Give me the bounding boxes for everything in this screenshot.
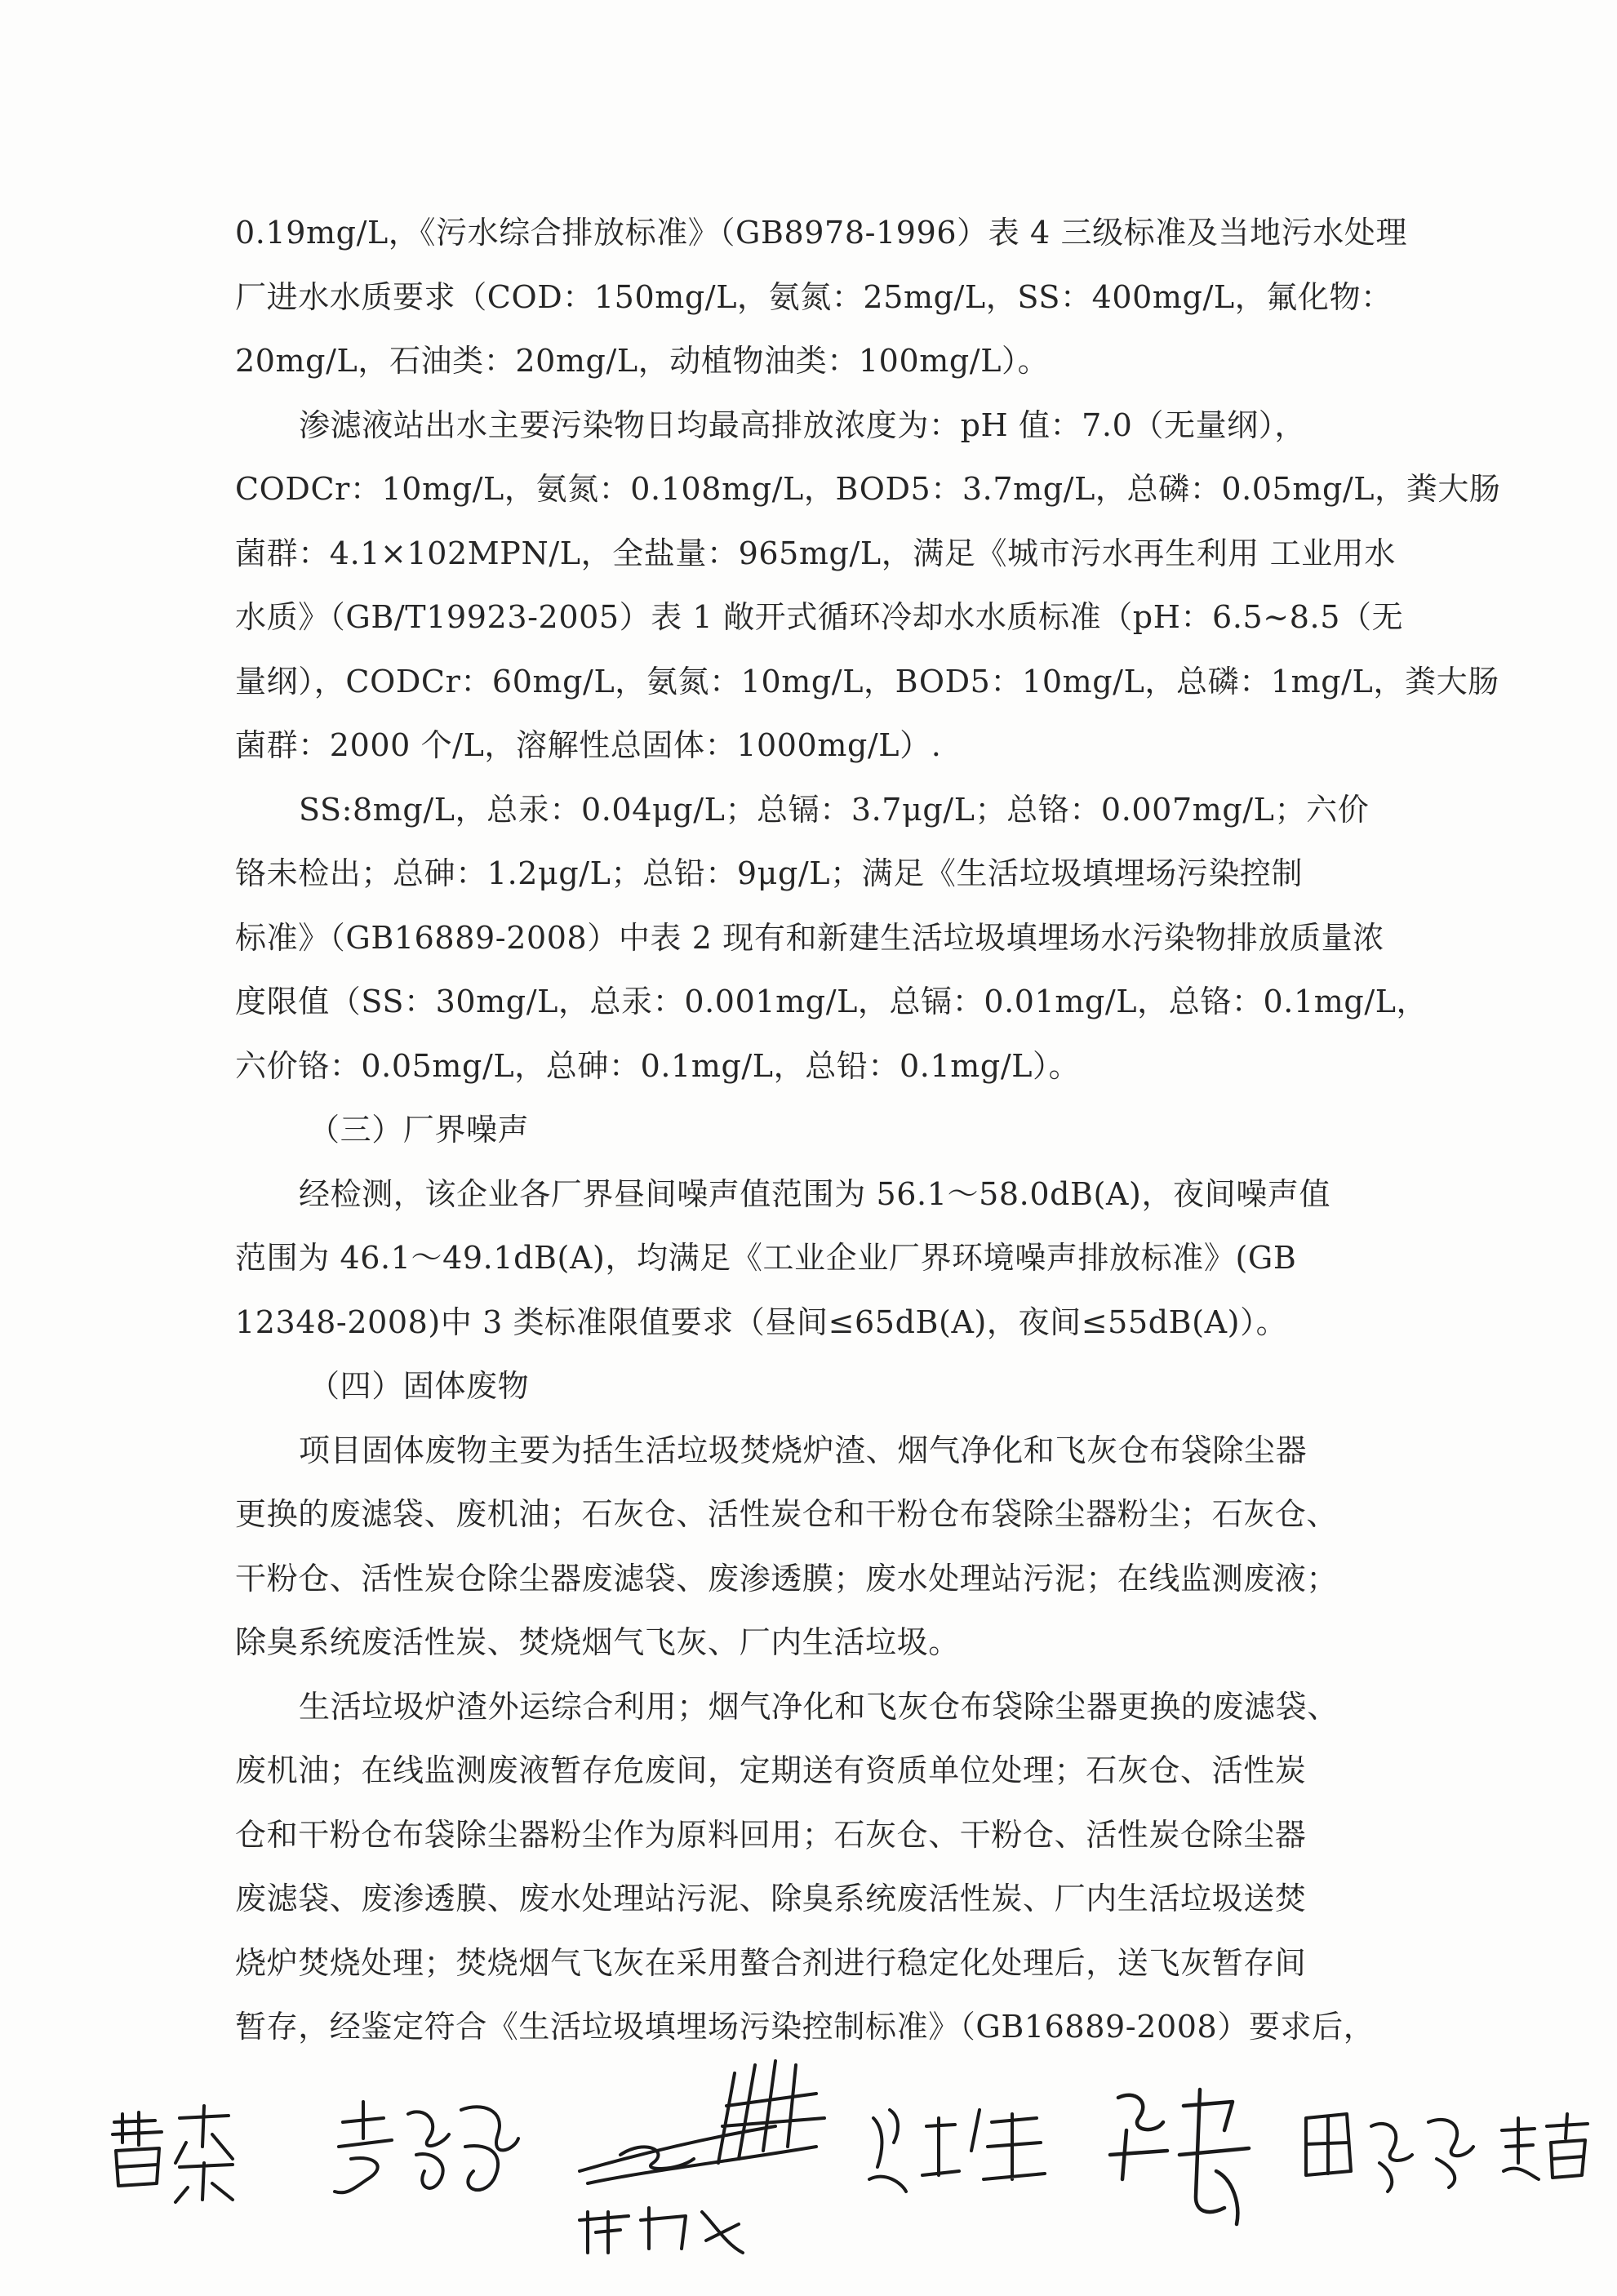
paragraph-start-line: 项目固体废物主要为括生活垃圾焚烧炉渣、烟气净化和飞灰仓布袋除尘器 xyxy=(299,1432,1308,1468)
section-heading-solid-waste: （四）固体废物 xyxy=(309,1368,530,1404)
handwritten-signature xyxy=(571,2049,849,2261)
paragraph-start-line: SS:8mg/L，总汞：0.04μg/L；总镉：3.7μg/L；总铬：0.007mg/L；六价 xyxy=(299,791,1370,828)
text-line: 干粉仓、活性炭仓除尘器废滤袋、废渗透膜；废水处理站污泥；在线监测废液； xyxy=(235,1560,1339,1597)
paragraph-start-line: 经检测，该企业各厂界昼间噪声值范围为 56.1～58.0dB(A)，夜间噪声值 xyxy=(299,1175,1331,1212)
paragraph-start-line: 渗滤液站出水主要污染物日均最高排放浓度为：pH 值：7.0（无量纲）， xyxy=(299,406,1306,443)
text-line: 烧炉焚烧处理；焚烧烟气飞灰在采用螯合剂进行稳定化处理后，送飞灰暂存间 xyxy=(235,1944,1307,1981)
text-line: 暂存，经鉴定符合《生活垃圾填埋场污染控制标准》（GB16889-2008）要求后， xyxy=(235,2009,1375,2045)
text-line: 0.19mg/L，《污水综合排放标准》（GB8978-1996）表 4 三级标准及当地污水处理 xyxy=(235,215,1408,251)
handwritten-signature xyxy=(857,2094,1053,2200)
text-line: 量纲），CODCr：60mg/L，氨氮：10mg/L，BOD5：10mg/L，总磷：1mg/L，粪大肠 xyxy=(235,663,1499,699)
text-line: 标准》（GB16889-2008）中表 2 现有和新建生活垃圾填埋场水污染物排放质量浓 xyxy=(235,919,1384,956)
text-line: 范围为 46.1～49.1dB(A)，均满足《工业企业厂界环境噪声排放标准》(GB xyxy=(235,1240,1297,1276)
text-line: 铬未检出；总砷：1.2μg/L；总铅：9μg/L；满足《生活垃圾填埋场污染控制 xyxy=(235,855,1304,891)
text-line: 12348-2008)中 3 类标准限值要求（昼间≤65dB(A)，夜间≤55dB(A)）。 xyxy=(235,1303,1288,1340)
paragraph-start-line: 生活垃圾炉渣外运综合利用；烟气净化和飞灰仓布袋除尘器更换的废滤袋、 xyxy=(299,1688,1339,1725)
signature-row xyxy=(82,2049,1600,2294)
text-line: 废机油；在线监测废液暂存危废间，定期送有资质单位处理；石灰仓、活性炭 xyxy=(235,1752,1307,1788)
handwritten-signature xyxy=(318,2089,531,2212)
text-line: 仓和干粉仓布袋除尘器粉尘作为原料回用；石灰仓、干粉仓、活性炭仓除尘器 xyxy=(235,1816,1307,1853)
section-heading-noise: （三）厂界噪声 xyxy=(309,1112,530,1148)
text-line: CODCr：10mg/L，氨氮：0.108mg/L，BOD5：3.7mg/L，总磷：0.05mg/L，粪大肠 xyxy=(235,471,1501,507)
text-line: 除臭系统废活性炭、焚烧烟气飞灰、厂内生活垃圾。 xyxy=(235,1624,960,1660)
handwritten-signature xyxy=(1094,2073,1273,2236)
handwritten-signature xyxy=(98,2098,245,2212)
text-line: 菌群：4.1×102MPN/L，全盐量：965mg/L，满足《城市污水再生利用 工业用水 xyxy=(235,535,1396,571)
text-line: 水质》（GB/T19923-2005）表 1 敞开式循环冷却水水质标准（pH：6.5~8.5（无 xyxy=(235,599,1404,635)
document-body xyxy=(235,201,1501,2059)
text-line: 厂进水水质要求（COD：150mg/L，氨氮：25mg/L，SS：400mg/L，氟化物： xyxy=(235,278,1393,315)
handwritten-signature xyxy=(1290,2094,1486,2200)
text-line: 六价铬：0.05mg/L，总砷：0.1mg/L，总铅：0.1mg/L）。 xyxy=(235,1047,1081,1084)
handwritten-signature xyxy=(1494,2106,1600,2187)
text-line: 废滤袋、废渗透膜、废水处理站污泥、除臭系统废活性炭、厂内生活垃圾送焚 xyxy=(235,1881,1307,1916)
text-line: 度限值（SS：30mg/L，总汞：0.001mg/L，总镉：0.01mg/L，总铬：0.1mg/L， xyxy=(235,984,1428,1019)
text-line: 20mg/L，石油类：20mg/L，动植物油类：100mg/L）。 xyxy=(235,343,1050,379)
text-line: 更换的废滤袋、废机油；石灰仓、活性炭仓和干粉仓布袋除尘器粉尘；石灰仓、 xyxy=(235,1496,1339,1532)
text-line: 菌群：2000 个/L，溶解性总固体：1000mg/L）. xyxy=(235,727,942,763)
